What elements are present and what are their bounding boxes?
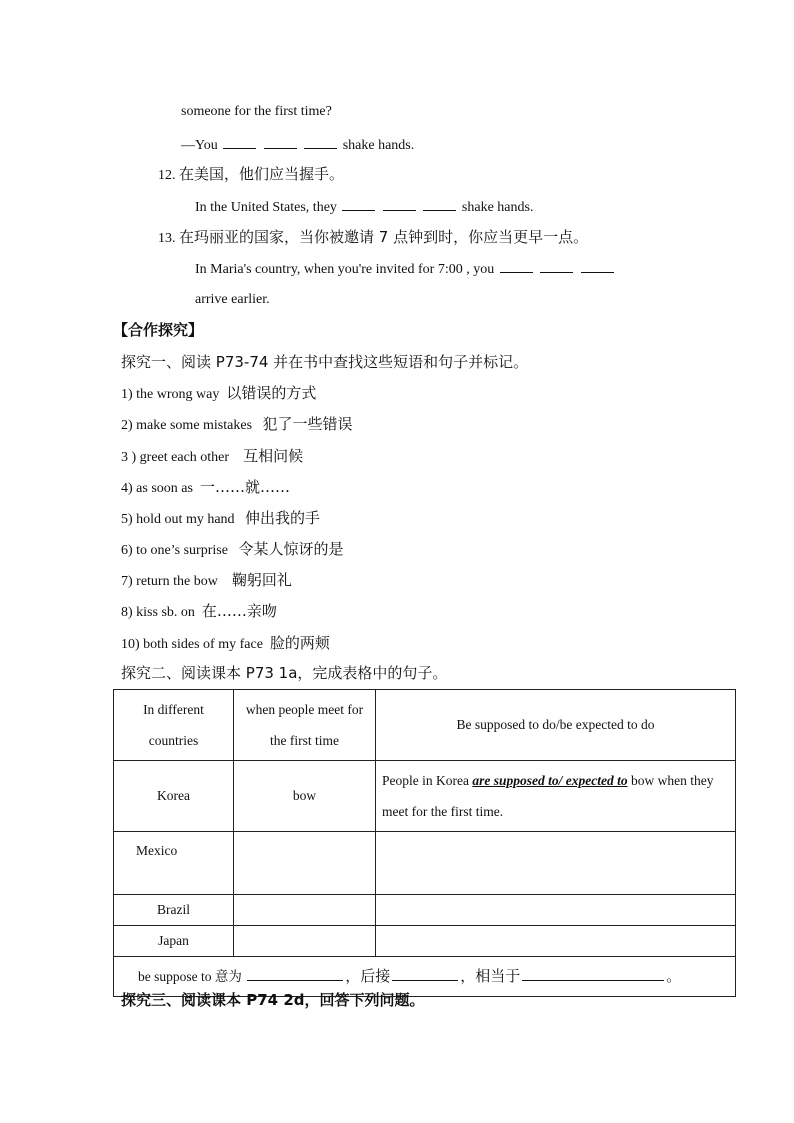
- phrase-en: 10) both sides of my face: [121, 637, 263, 652]
- question-12: [158, 164, 344, 186]
- footer-text-3: ，相当于: [460, 967, 521, 985]
- phrase-zh: 在……亲吻: [201, 602, 277, 620]
- question-13: [158, 227, 588, 249]
- section-title: 【合作探究】: [113, 321, 204, 339]
- question-tail: someone for the first time?: [181, 104, 332, 119]
- phrase-en: 1) the wrong way: [121, 387, 220, 402]
- explore-3-text: 探究三、阅读课本 P74 2d，回答下列问题。: [121, 991, 425, 1009]
- customs-table: [113, 689, 736, 997]
- explore-3-heading: [121, 990, 425, 1010]
- action-cell[interactable]: [234, 926, 376, 957]
- phrase-item: [121, 633, 330, 655]
- footer-text-2: ，后接: [345, 967, 391, 985]
- explore-1-heading: 探究一、阅读 P73-74 并在书中查找这些短语和句子并标记。: [121, 353, 529, 371]
- phrase-en: 6) to one’s surprise: [121, 543, 228, 558]
- blank[interactable]: [264, 134, 297, 149]
- phrase-item: [121, 508, 320, 530]
- answer-prefix: —You: [181, 138, 218, 153]
- sentence-answer: are supposed to/ expected to: [472, 773, 628, 788]
- answer-line: [181, 134, 414, 156]
- phrase-item: [121, 477, 290, 499]
- english-suffix: shake hands.: [461, 200, 534, 215]
- phrase-item: [121, 414, 353, 436]
- country-cell: Korea: [114, 761, 234, 832]
- country-cell: Mexico: [114, 832, 234, 895]
- phrase-en: 7) return the bow: [121, 574, 218, 589]
- blank[interactable]: [383, 196, 416, 211]
- phrase-zh: 互相问候: [243, 447, 304, 465]
- question-chinese: 在美国，他们应当握手。: [179, 165, 345, 183]
- phrase-en: 4) as soon as: [121, 481, 193, 496]
- table-row: [114, 926, 736, 957]
- blank[interactable]: [247, 966, 343, 981]
- header-meeting: when people meet for the first time: [234, 690, 376, 761]
- phrase-item: [121, 570, 292, 592]
- blank[interactable]: [304, 134, 337, 149]
- phrase-zh: 以错误的方式: [226, 384, 317, 402]
- question-number: 12.: [158, 168, 176, 183]
- blank[interactable]: [500, 258, 533, 273]
- phrase-zh: 一……就……: [199, 478, 290, 496]
- action-cell[interactable]: [234, 832, 376, 895]
- sentence-suffix: bow when they meet for the first time.: [382, 773, 714, 819]
- english-prefix: In the United States, they: [195, 200, 337, 215]
- blank[interactable]: [342, 196, 375, 211]
- phrase-zh: 伸出我的手: [245, 509, 321, 527]
- country-cell: Brazil: [114, 895, 234, 926]
- question-number: 13.: [158, 231, 176, 246]
- phrase-item: [121, 383, 316, 405]
- header-expectation: Be supposed to do/be expected to do: [376, 690, 736, 761]
- country-cell: Japan: [114, 926, 234, 957]
- blank[interactable]: [423, 196, 456, 211]
- footer-text-4: 。: [666, 967, 682, 985]
- phrase-zh: 脸的两颊: [269, 634, 330, 652]
- sentence-cell[interactable]: [376, 761, 736, 832]
- action-cell[interactable]: [234, 895, 376, 926]
- phrase-zh: 鞠躬回礼: [231, 571, 292, 589]
- action-cell[interactable]: bow: [234, 761, 376, 832]
- blank[interactable]: [581, 258, 614, 273]
- phrase-item: [121, 539, 343, 561]
- phrase-zh: 令某人惊讶的是: [238, 540, 344, 558]
- blank[interactable]: [392, 966, 458, 981]
- question-12-english: [195, 196, 533, 218]
- phrase-en: 5) hold out my hand: [121, 512, 235, 527]
- phrase-en: 2) make some mistakes: [121, 418, 253, 433]
- table-row: [114, 895, 736, 926]
- table-row: [114, 761, 736, 832]
- question-13-english-2: arrive earlier.: [195, 292, 270, 307]
- answer-suffix: shake hands.: [342, 138, 415, 153]
- table-header-row: [114, 690, 736, 761]
- blank[interactable]: [522, 966, 664, 981]
- sentence-cell[interactable]: [376, 832, 736, 895]
- phrase-item: [121, 446, 303, 468]
- blank[interactable]: [223, 134, 256, 149]
- explore-2-heading: 探究二、阅读课本 P73 1a，完成表格中的句子。: [121, 664, 448, 682]
- header-countries: In different countries: [114, 690, 234, 761]
- phrase-en: 8) kiss sb. on: [121, 605, 195, 620]
- sentence-cell[interactable]: [376, 895, 736, 926]
- blank[interactable]: [540, 258, 573, 273]
- table-row: [114, 832, 736, 895]
- english-line: In Maria's country, when you're invited for 7:00 , you: [195, 262, 495, 277]
- question-13-english-1: [195, 258, 616, 280]
- sentence-cell[interactable]: [376, 926, 736, 957]
- phrase-en: 3 ) greet each other: [121, 450, 230, 465]
- phrase-zh: 犯了一些错误: [262, 415, 353, 433]
- question-chinese: 在玛丽亚的国家，当你被邀请 7 点钟到时，你应当更早一点。: [179, 228, 589, 246]
- footer-text-1: be suppose to 意为: [138, 969, 242, 984]
- phrase-item: [121, 601, 277, 623]
- sentence-prefix: People in Korea: [382, 773, 469, 788]
